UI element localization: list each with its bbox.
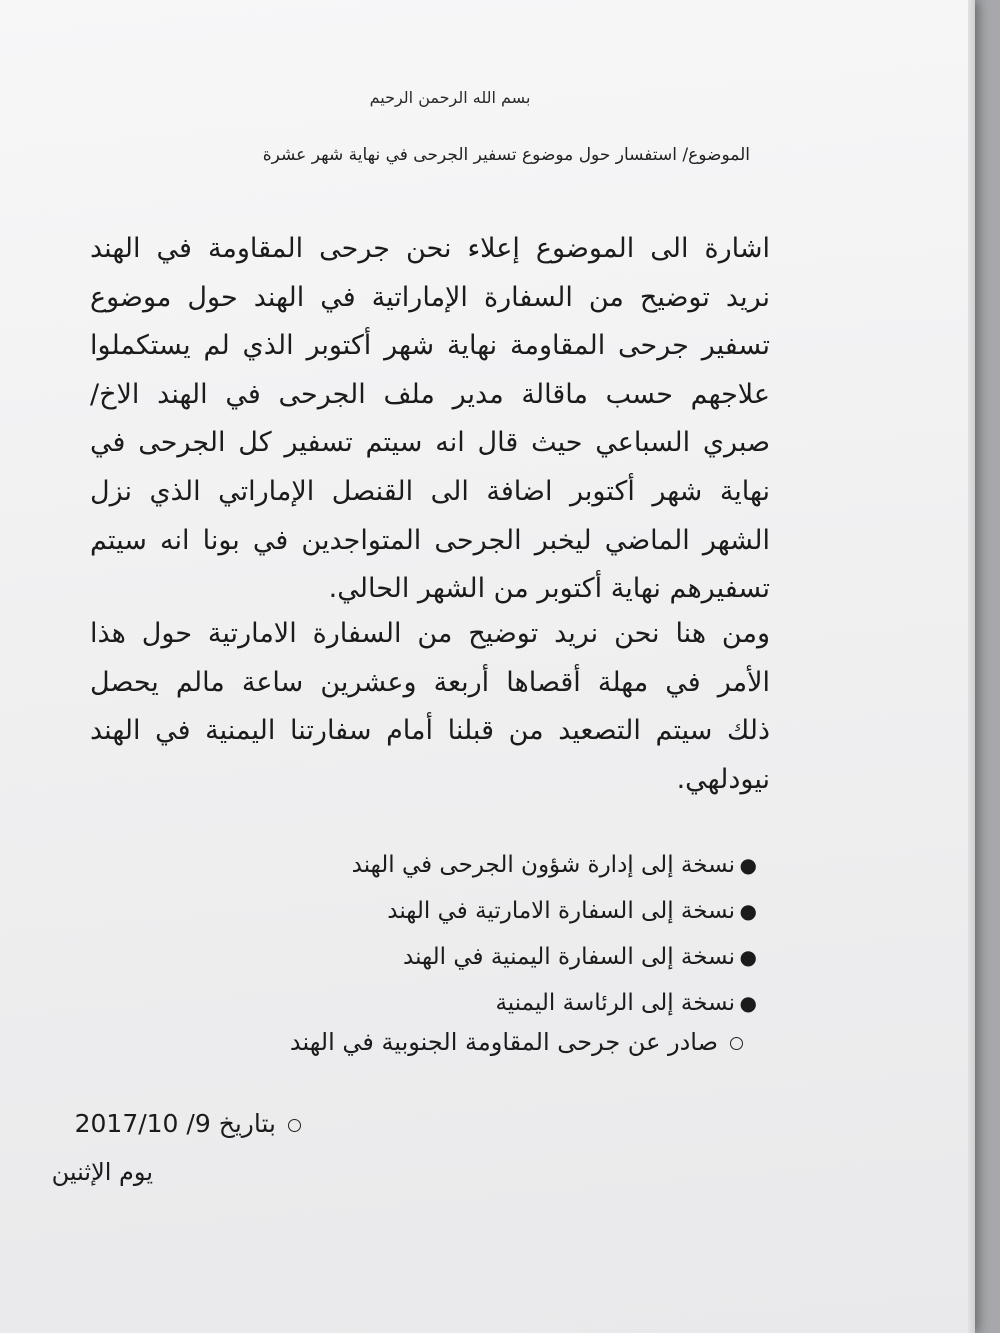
day-name: يوم الإثنين [51,1158,153,1186]
copy-item [277,934,757,980]
paragraph-2 [90,610,770,804]
bullet-icon: ● [739,899,757,923]
paragraph-2-line: نيودلهي. [676,763,770,795]
bullet-icon: ● [739,853,757,877]
date-label: بتاريخ [218,1109,276,1138]
copy-item-text: نسخة إلى السفارة الامارتية في الهند [387,898,735,924]
paragraph-1-line: نهاية شهر أكتوبر اضافة الى القنصل الإماراتي الذي نزل [90,475,770,507]
paragraph-2-line: ومن هنا نحن نريد توضيح من السفارة الامارتية حول هذا [90,618,770,649]
paragraph-1-line: الشهر الماضي ليخبر الجرحى المتواجدين في بونا انه سيتم [90,524,770,556]
copy-item [277,842,757,888]
paragraph-1-line: تسفيرهم نهاية أكتوبر من الشهر الحالي. [328,573,770,605]
paragraph-1-line: تسفير جرحى المقاومة نهاية شهر أكتوبر الذي لم يستكملوا [90,330,770,362]
issuer-text: صادر عن جرحى المقاومة الجنوبية في الهند [289,1028,718,1056]
paragraph-1-line: اشارة الى الموضوع إعلاء نحن جرحى المقاومة في الهند [90,233,770,264]
copy-item [277,888,757,934]
paragraph-1-line: نريد توضيح من السفارة الإماراتية في الهند حول موضوع [90,281,770,313]
copy-item-text: نسخة إلى الرئاسة اليمنية [495,990,735,1016]
date-line [0,1102,301,1146]
paragraph-2-line: الأمر في مهلة أقصاها أربعة وعشرين ساعة مالم يحصل [90,666,770,698]
copy-item-text: نسخة إلى السفارة اليمنية في الهند [403,944,735,970]
circle-bullet-icon [730,1037,743,1050]
paragraph-1-line: صبري السباعي حيث قال انه سيتم تسفير كل الجرحى في [90,427,770,459]
copies-list [277,842,757,1026]
paragraph-2-line: ذلك سيتم التصعيد من قبلنا أمام سفارتنا اليمنية في الهند [90,715,770,747]
bullet-icon: ● [739,945,757,969]
paragraph-1 [90,225,770,614]
letter-subject: الموضوع/ استفسار حول موضوع تسفير الجرحى في نهاية شهر عشرة [262,145,750,165]
issuer-line [43,1020,743,1064]
copy-item-text: نسخة إلى إدارة شؤون الجرحى في الهند [351,852,735,878]
basmala-heading: بسم الله الرحمن الرحيم [369,88,531,107]
bullet-icon: ● [739,991,757,1015]
paragraph-1-line: علاجهم حسب ماقالة مدير ملف الجرحى في الهند الاخ/ [90,378,770,410]
date-value: 2017/10 /9 [74,1109,211,1138]
page-edge [968,0,975,1333]
circle-bullet-icon [288,1119,301,1132]
